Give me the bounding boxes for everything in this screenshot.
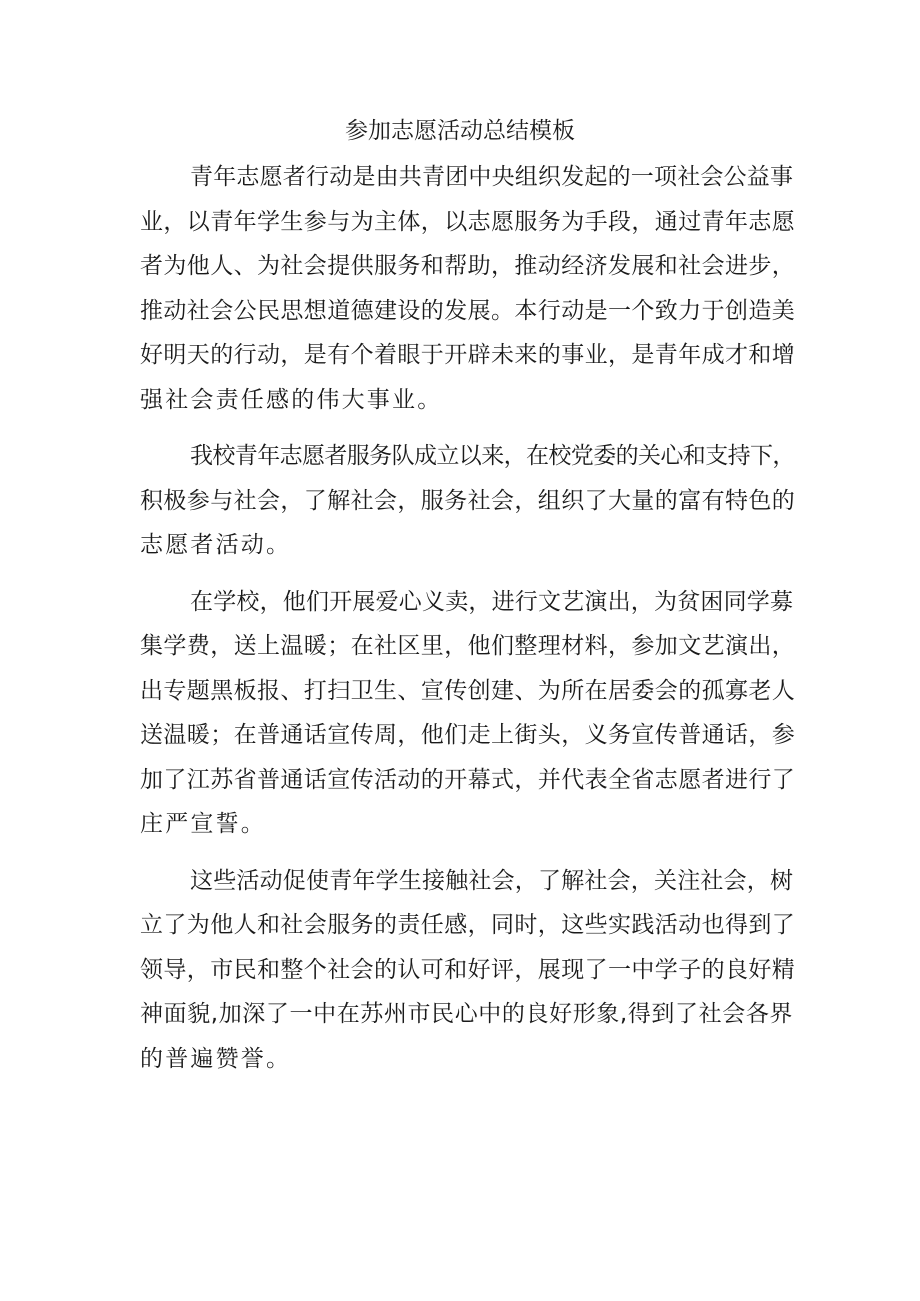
paragraph-line: 集学费，送上温暖；在社区里，他们整理材料，参加文艺演出， [140, 633, 796, 659]
paragraph-line: 这些活动促使青年学生接触社会，了解社会，关注社会，树 [190, 867, 794, 894]
paragraph-line: 领导，市民和整个社会的认可和好评，展现了一中学子的良好精 [140, 956, 796, 983]
paragraph-line: 好明天的行动，是有个着眼于开辟未来的事业，是青年成才和增 [140, 342, 796, 368]
paragraph-line: 立了为他人和社会服务的责任感，同时，这些实践活动也得到了 [140, 912, 796, 938]
document-title: 参加志愿活动总结模板 [345, 118, 575, 144]
paragraph-line: 出专题黑板报、打扫卫生、宣传创建、为所在居委会的孤寡老人 [140, 677, 796, 704]
paragraph-line: 的普遍赞誉。 [140, 1045, 292, 1072]
paragraph-line: 志愿者活动。 [140, 532, 292, 558]
paragraph-line: 青年志愿者行动是由共青团中央组织发起的一项社会公益事 [190, 164, 794, 190]
paragraph-line: 神面貌,加深了一中在苏州市民心中的良好形象,得到了社会各界 [140, 1001, 794, 1027]
paragraph-3 [140, 580, 795, 847]
paragraph-1 [140, 155, 795, 422]
paragraph-line: 者为他人、为社会提供服务和帮助，推动经济发展和社会进步， [140, 253, 796, 279]
paragraph-line: 在学校，他们开展爱心义卖，进行文艺演出，为贫困同学募 [190, 588, 794, 615]
paragraph-4 [140, 859, 795, 1082]
paragraph-line: 业，以青年学生参与为主体，以志愿服务为手段，通过青年志愿 [140, 208, 796, 235]
document-body [140, 155, 795, 1093]
paragraph-line: 送温暖；在普通话宣传周，他们走上街头，义务宣传普通话，参 [140, 722, 796, 748]
paragraph-line: 加了江苏省普通话宣传活动的开幕式，并代表全省志愿者进行了 [140, 766, 796, 793]
paragraph-line: 推动社会公民思想道德建设的发展。本行动是一个致力于创造美 [140, 297, 796, 324]
paragraph-line: 积极参与社会，了解社会，服务社会，组织了大量的富有特色的 [140, 487, 796, 514]
paragraph-line: 我校青年志愿者服务队成立以来，在校党委的关心和支持下， [190, 443, 795, 469]
paragraph-line: 庄严宣誓。 [140, 811, 266, 837]
paragraph-line: 强社会责任感的伟大事业。 [140, 386, 443, 413]
paragraph-2 [140, 434, 795, 568]
